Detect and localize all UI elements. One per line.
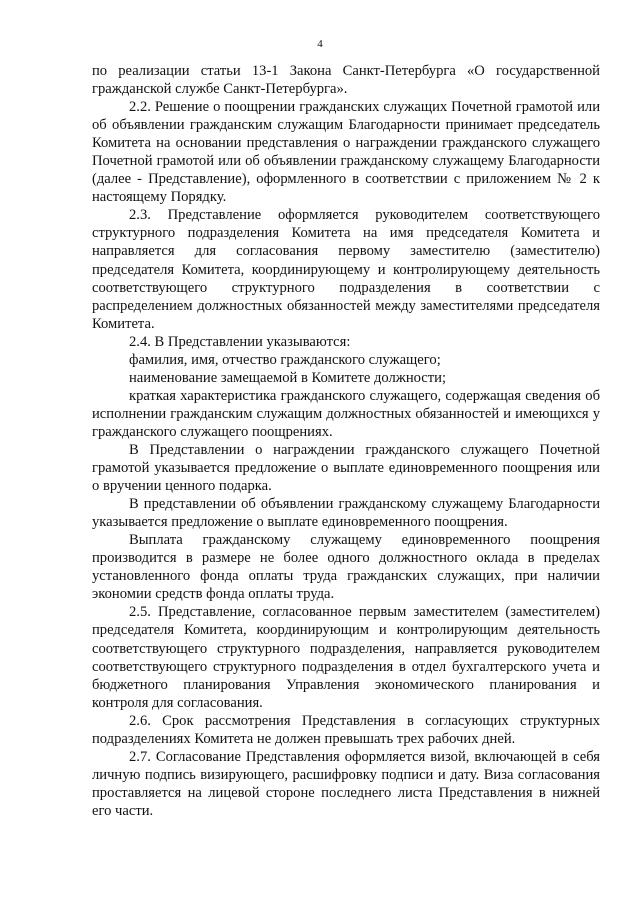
paragraph-2-4-certificate-proposal: В Представлении о награждении гражданского служащего Почетной грамотой указывается предложение о выплате единовременного поощрения или о вручении ценного подарка. bbox=[92, 441, 600, 495]
paragraph-2-3: 2.3. Представление оформляется руководителем соответствующего структурного подразделения Комитета на имя председателя Комитета и направляется для согласования первому заместителю (заместителю) председателя Комитета, координирующему и контролирующему деятельность соответствующего структурного подразделения в соответствии с распределением должностных обязанностей между заместителями председателя Комитета. bbox=[92, 207, 600, 332]
paragraph-2-4-characteristic: краткая характеристика гражданского служащего, содержащая сведения об исполнении гражданским служащим должностных обязанностей и имеющихся у гражданского служащего поощрениях. bbox=[92, 387, 600, 440]
paragraph-2-4-gratitude-proposal: В представлении об объявлении гражданскому служащему Благодарности указывается предложение о выплате единовременного поощрения. bbox=[92, 496, 600, 531]
paragraph-2-6: 2.6. Срок рассмотрения Представления в согласующих структурных подразделениях Комитета не должен превышать трех рабочих дней. bbox=[92, 712, 600, 747]
paragraph-continuation: по реализации статьи 13-1 Закона Санкт-Петербурга «О государственной гражданской службе Санкт-Петербурга». bbox=[92, 63, 600, 98]
paragraph-2-4-position: наименование замещаемой в Комитете должности; bbox=[129, 369, 447, 386]
document-body bbox=[92, 62, 600, 820]
paragraph-2-7: 2.7. Согласование Представления оформляется визой, включающей в себя личную подпись визирующего, расшифровку подписи и дату. Виза согласования проставляется на лицевой стороне последнего листа Представления в нижней его части. bbox=[92, 748, 600, 819]
paragraph-2-4-full-name: фамилия, имя, отчество гражданского служащего; bbox=[129, 351, 441, 368]
paragraph-2-2: 2.2. Решение о поощрении гражданских служащих Почетной грамотой или об объявлении гражданским служащим Благодарности принимает председатель Комитета на основании представления о награждении гражданского служащего Почетной грамотой или об объявлении гражданскому служащему Благодарности (далее - Представление), оформленного в соответствии с приложением № 2 к настоящему Порядку. bbox=[92, 99, 600, 206]
paragraph-2-5: 2.5. Представление, согласованное первым заместителем (заместителем) председателя Комитета, координирующим и контролирующим деятельность соответствующего структурного подразделения, направляется руководителем соответствующего структурного подразделения в отдел бухгалтерского учета и бюджетного планирования Управления экономического планирования и контроля для согласования. bbox=[92, 604, 600, 711]
page-number: 4 bbox=[317, 38, 323, 50]
paragraph-2-4-payment: Выплата гражданскому служащему единовременного поощрения производится в размере не более одного должностного оклада в пределах установленного фонда оплаты труда гражданских служащих, при наличии экономии средств фонда оплаты труда. bbox=[92, 532, 600, 603]
paragraph-2-4: 2.4. В Представлении указываются: bbox=[129, 333, 351, 350]
